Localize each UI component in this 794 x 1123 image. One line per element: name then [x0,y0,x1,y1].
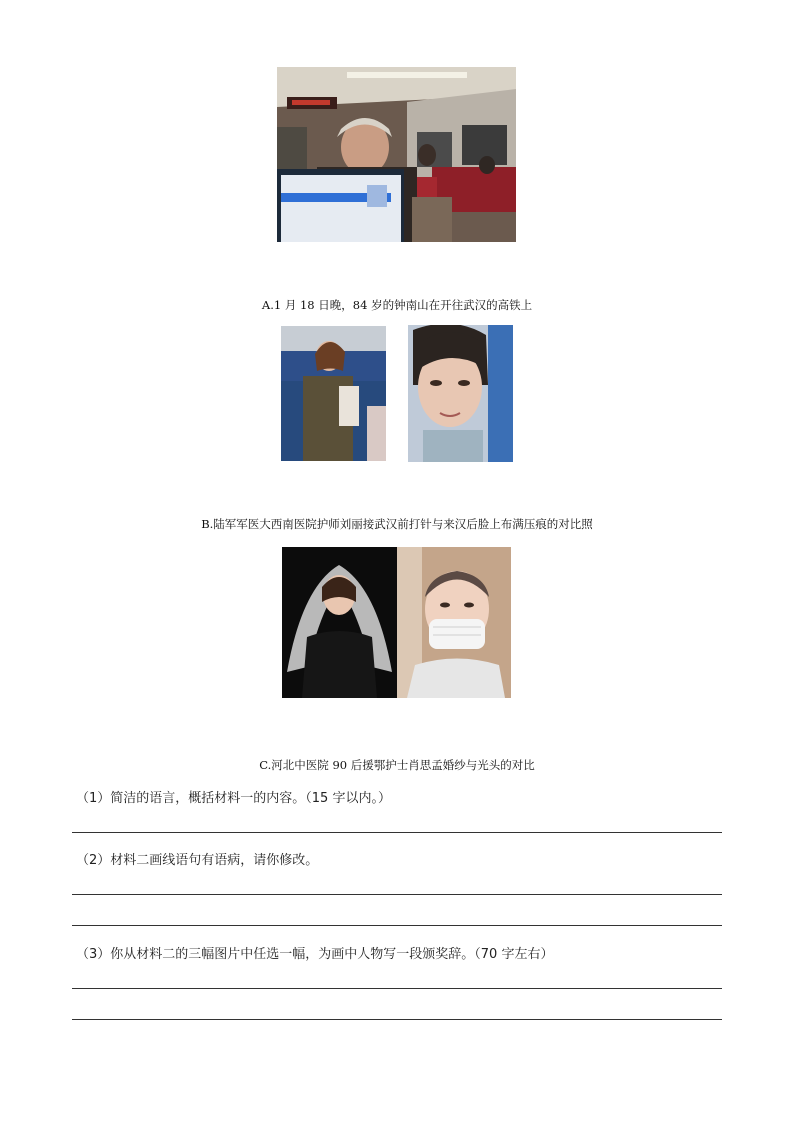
figure-b-caption: B.陆军军医大西南医院护师刘丽接武汉前打针与来汉后脸上布满压痕的对比照 [201,517,593,531]
answer-line[interactable] [72,1019,722,1020]
answer-line[interactable] [72,894,722,895]
photo-nurse-shaved-head [397,547,511,698]
figure-c-caption: C.河北中医院 90 后援鄂护士肖思孟婚纱与光头的对比 [259,758,535,772]
figure-a-caption: A.1 月 18 日晚，84 岁的钟南山在开往武汉的高铁上 [261,298,533,312]
question-2: （2）材料二画线语句有语病，请你修改。 [76,853,319,868]
answer-line[interactable] [72,988,722,989]
question-1: （1）简洁的语言，概括材料一的内容。（15 字以内。） [76,791,391,806]
answer-line[interactable] [72,832,722,833]
photo-nurse-wedding-veil [282,547,397,698]
photo-train-scene [277,67,516,242]
question-3: （3）你从材料二的三幅图片中任选一幅，为画中人物写一段颁奖辞。（70 字左右） [76,947,554,962]
answer-line[interactable] [72,925,722,926]
photo-nurse-face [408,325,513,462]
photo-nurse-injection [281,326,386,461]
